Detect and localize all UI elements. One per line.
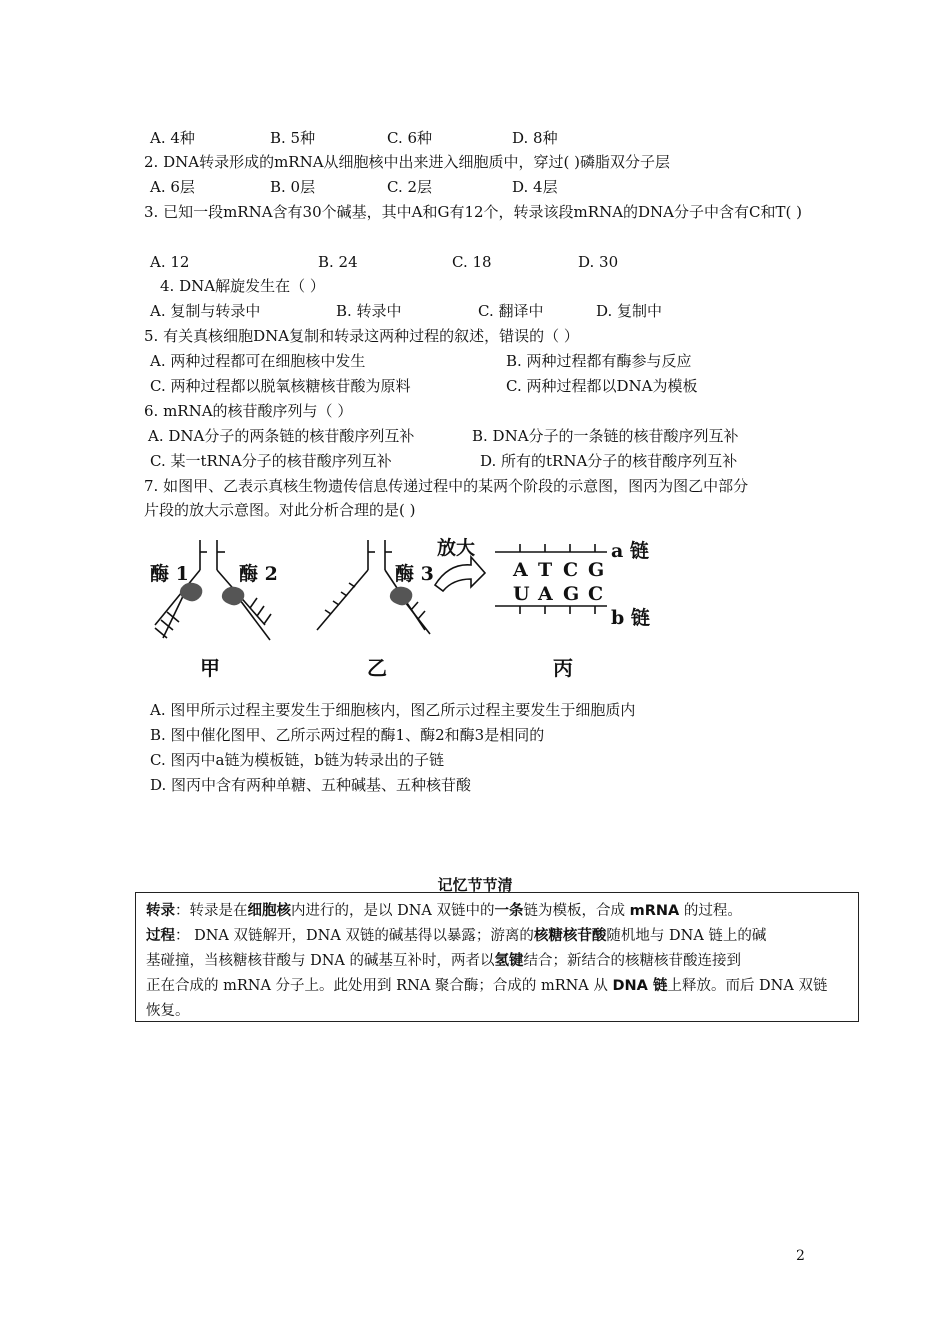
q7-figure bbox=[145, 530, 665, 690]
q1-option-c: C. 6种 bbox=[387, 129, 433, 147]
text: 基碰撞，当核糖核苷酸与 DNA 的碱基互补时，两者以 bbox=[146, 953, 495, 969]
top-base-1: A bbox=[513, 559, 528, 581]
q6-option-c: C. 某一tRNA分子的核苷酸序列互补 bbox=[150, 452, 392, 470]
q3-option-d: D. 30 bbox=[578, 253, 619, 271]
q5-option-c: C. 两种过程都以脱氧核糖核苷酸为原料 bbox=[150, 377, 411, 395]
q6-option-b: B. DNA分子的一条链的核苷酸序列互补 bbox=[472, 427, 739, 445]
text: 上释放。而后 DNA 双链 bbox=[667, 978, 828, 994]
q6-stem: 6. mRNA的核苷酸序列与（ ） bbox=[144, 402, 353, 420]
label-yi: 乙 bbox=[367, 656, 387, 680]
q7-option-a: A. 图甲所示过程主要发生于细胞核内，图乙所示过程主要发生于细胞质内 bbox=[150, 701, 636, 719]
text: 的过程。 bbox=[679, 903, 742, 919]
q6-option-a: A. DNA分子的两条链的核苷酸序列互补 bbox=[148, 427, 415, 445]
enzyme-3-shape bbox=[390, 587, 412, 606]
q5-option-a: A. 两种过程都可在细胞核中发生 bbox=[150, 352, 366, 370]
text: ： DNA 双链解开，DNA 双链的碱基得以暴露；游离的 bbox=[175, 928, 534, 944]
q2-stem: 2. DNA转录形成的mRNA从细胞核中出来进入细胞质中，穿过( )磷脂双分子层 bbox=[144, 153, 671, 171]
memory-process-line-3 bbox=[146, 974, 848, 999]
q3-stem: 3. 已知一段mRNA含有30个碱基，其中A和G有12个，转录该段mRNA的DNA分子中含有C和T( ) bbox=[144, 203, 802, 221]
text: 内进行的，是以 DNA 双链中的 bbox=[291, 903, 495, 919]
q3-option-b: B. 24 bbox=[318, 253, 358, 271]
keyword-mrna: mRNA bbox=[629, 903, 680, 919]
chain-a-label: a 链 bbox=[611, 540, 649, 562]
text: 正在合成的 mRNA 分子上。此处用到 RNA 聚合酶；合成的 mRNA 从 bbox=[146, 978, 613, 994]
enlarge-arrow-icon bbox=[435, 557, 485, 591]
q3-option-c: C. 18 bbox=[452, 253, 492, 271]
enlarge-label: 放大 bbox=[437, 537, 476, 559]
q4-option-b: B. 转录中 bbox=[336, 302, 402, 320]
label-jia: 甲 bbox=[200, 656, 220, 680]
q5-option-b: B. 两种过程都有酶参与反应 bbox=[506, 352, 692, 370]
q7-option-c: C. 图丙中a链为模板链，b链为转录出的子链 bbox=[150, 751, 445, 769]
q2-option-c: C. 2层 bbox=[387, 178, 433, 196]
q7-stem-line2: 片段的放大示意图。对此分析合理的是( ) bbox=[144, 501, 416, 519]
q1-option-b: B. 5种 bbox=[270, 129, 316, 147]
keyword-hydrogen-bond: 氢键 bbox=[494, 953, 524, 969]
keyword-dna-strand: DNA 链 bbox=[612, 978, 668, 994]
bottom-base-3: G bbox=[563, 583, 580, 605]
page-number: 2 bbox=[796, 1248, 805, 1264]
enzyme-3-label: 酶 3 bbox=[395, 563, 434, 585]
q7-option-d: D. 图丙中含有两种单糖、五种碱基、五种核苷酸 bbox=[150, 776, 472, 794]
q7-stem-line1: 7. 如图甲、乙表示真核生物遗传信息传递过程中的某两个阶段的示意图，图丙为图乙中部分 bbox=[144, 477, 749, 495]
q5-option-c2: C. 两种过程都以DNA为模板 bbox=[506, 377, 698, 395]
chain-b-label: b 链 bbox=[611, 607, 650, 629]
memory-process-line-2 bbox=[146, 949, 848, 974]
term-process: 过程 bbox=[146, 928, 175, 944]
q2-option-a: A. 6层 bbox=[150, 178, 195, 196]
q4-option-a: A. 复制与转录中 bbox=[150, 302, 261, 320]
text: ：转录是在 bbox=[175, 903, 248, 919]
enzyme-1-shape bbox=[180, 583, 202, 602]
keyword-nucleus: 细胞核 bbox=[247, 903, 291, 919]
q2-option-d: D. 4层 bbox=[512, 178, 558, 196]
q5-stem: 5. 有关真核细胞DNA复制和转录这两种过程的叙述，错误的（ ） bbox=[144, 327, 579, 345]
keyword-one-strand: 一条 bbox=[494, 903, 524, 919]
keyword-ribonucleotide: 核糖核苷酸 bbox=[533, 928, 607, 944]
q3-option-a: A. 12 bbox=[150, 253, 190, 271]
memory-process-line bbox=[146, 924, 848, 949]
q4-option-d: D. 复制中 bbox=[596, 302, 663, 320]
text: 结合；新结合的核糖核苷酸连接到 bbox=[523, 953, 742, 969]
enzyme-1-label: 酶 1 bbox=[150, 563, 189, 585]
q4-stem: 4. DNA解旋发生在（ ） bbox=[160, 277, 325, 295]
top-base-4: G bbox=[588, 559, 605, 581]
memory-process-line-4: 恢复。 bbox=[146, 1003, 190, 1019]
memory-box bbox=[135, 892, 859, 1022]
top-base-3: C bbox=[563, 559, 579, 581]
text: 链为模板，合成 bbox=[523, 903, 630, 919]
enzyme-2-label: 酶 2 bbox=[239, 563, 278, 585]
q1-option-d: D. 8种 bbox=[512, 129, 558, 147]
text: 随机地与 DNA 链上的碱 bbox=[606, 928, 767, 944]
bottom-base-4: C bbox=[588, 583, 604, 605]
memory-title: 记忆节节清 bbox=[437, 876, 513, 894]
q6-option-d: D. 所有的tRNA分子的核苷酸序列互补 bbox=[480, 452, 738, 470]
top-base-2: T bbox=[538, 559, 553, 581]
bottom-base-2: A bbox=[538, 583, 553, 605]
q4-option-c: C. 翻译中 bbox=[478, 302, 544, 320]
label-bing: 丙 bbox=[553, 656, 573, 680]
term-transcription: 转录 bbox=[146, 903, 175, 919]
memory-transcription-line bbox=[146, 899, 848, 924]
q2-option-b: B. 0层 bbox=[270, 178, 316, 196]
q7-option-b: B. 图中催化图甲、乙所示两过程的酶1、酶2和酶3是相同的 bbox=[150, 726, 545, 744]
q1-option-a: A. 4种 bbox=[150, 129, 195, 147]
bottom-base-1: U bbox=[513, 583, 530, 605]
